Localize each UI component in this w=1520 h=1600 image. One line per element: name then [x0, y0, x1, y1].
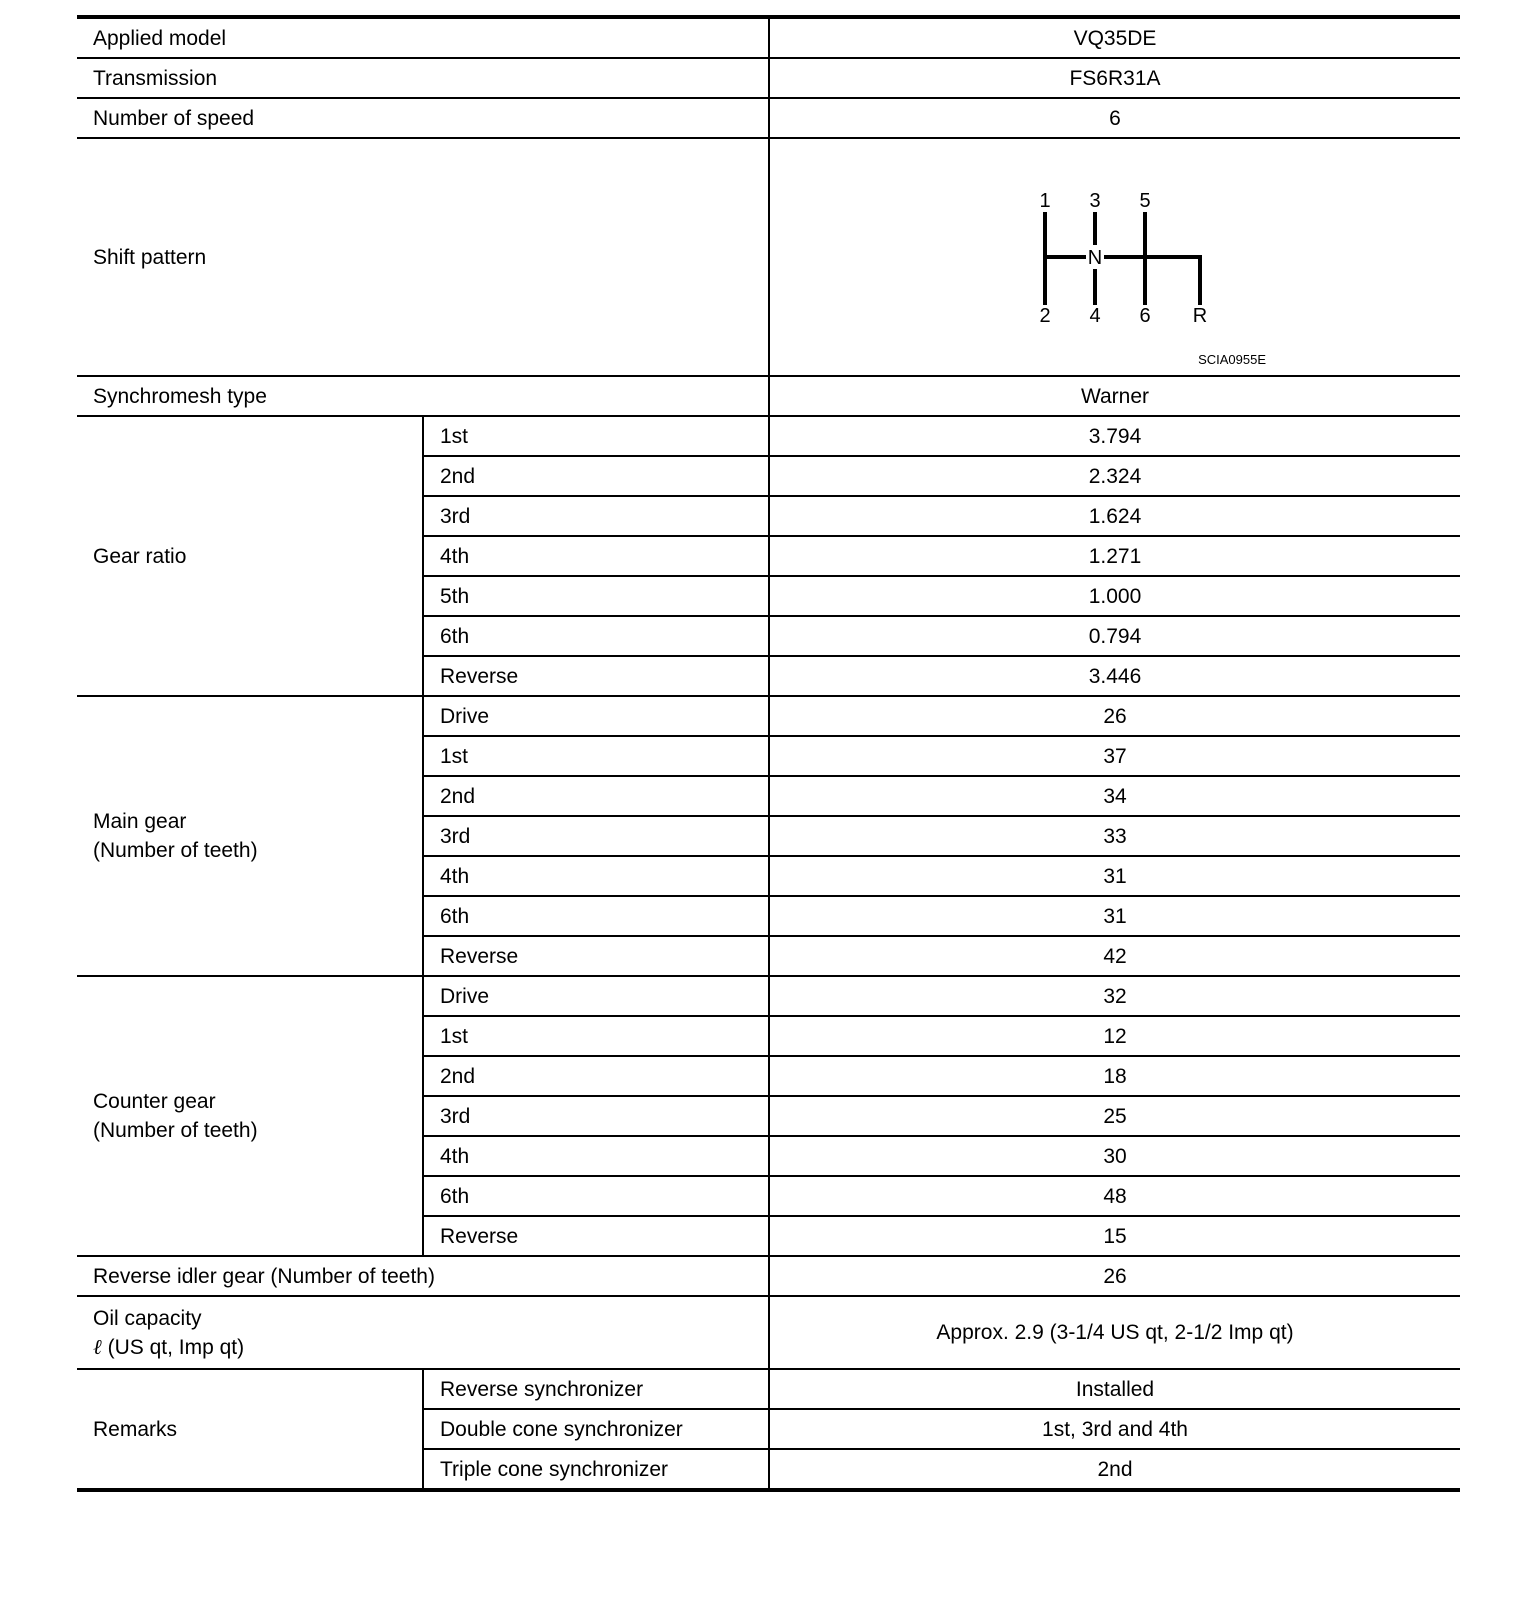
- shift-label-2: 2: [1039, 305, 1051, 327]
- number-of-speed-value: 6: [769, 98, 1460, 138]
- counter-gear-value: 15: [769, 1216, 1460, 1256]
- main-gear-value: 33: [769, 816, 1460, 856]
- applied-model-value: VQ35DE: [769, 17, 1460, 58]
- reverse-idler-label: Reverse idler gear (Number of teeth): [77, 1256, 769, 1296]
- row-transmission: [77, 58, 1460, 98]
- counter-gear-value: 32: [769, 976, 1460, 1016]
- counter-gear-row: [77, 976, 1460, 1016]
- counter-gear-label: [77, 976, 423, 1256]
- shift-gate-lines: [1045, 212, 1202, 305]
- main-gear-row: [77, 696, 1460, 736]
- shift-pattern-cell: [769, 138, 1460, 376]
- main-gear-gear: 1st: [423, 736, 769, 776]
- main-gear-value: 37: [769, 736, 1460, 776]
- shift-label-6: 6: [1139, 305, 1151, 327]
- main-gear-label: [77, 696, 423, 976]
- main-gear-value: 31: [769, 856, 1460, 896]
- oil-capacity-unit-text: (US qt, Imp qt): [101, 1335, 245, 1359]
- gear-ratio-value: 3.446: [769, 656, 1460, 696]
- remarks-item: Triple cone synchronizer: [423, 1449, 769, 1490]
- remarks-item: Reverse synchronizer: [423, 1369, 769, 1409]
- counter-gear-gear: 1st: [423, 1016, 769, 1056]
- liter-symbol: ℓ: [93, 1334, 102, 1359]
- main-gear-gear: 4th: [423, 856, 769, 896]
- counter-gear-gear: 4th: [423, 1136, 769, 1176]
- oil-capacity-label: [77, 1296, 769, 1369]
- gear-ratio-gear: 3rd: [423, 496, 769, 536]
- counter-gear-value: 25: [769, 1096, 1460, 1136]
- counter-gear-gear: 3rd: [423, 1096, 769, 1136]
- gear-ratio-label: Gear ratio: [77, 416, 423, 696]
- gear-ratio-gear: 1st: [423, 416, 769, 456]
- gear-ratio-gear: 4th: [423, 536, 769, 576]
- counter-gear-label-line2: (Number of teeth): [93, 1119, 258, 1142]
- counter-gear-value: 18: [769, 1056, 1460, 1096]
- oil-capacity-label-line1: Oil capacity: [93, 1306, 202, 1330]
- counter-gear-gear: 6th: [423, 1176, 769, 1216]
- applied-model-label: Applied model: [77, 17, 769, 58]
- row-reverse-idler-gear: [77, 1256, 1460, 1296]
- shift-pattern-label: Shift pattern: [77, 138, 769, 376]
- synchromesh-type-value: Warner: [769, 376, 1460, 416]
- gear-ratio-value: 1.624: [769, 496, 1460, 536]
- shift-label-3: 3: [1089, 190, 1101, 212]
- counter-gear-label-line1: Counter gear: [93, 1090, 216, 1113]
- remarks-item: Double cone synchronizer: [423, 1409, 769, 1449]
- row-oil-capacity: [77, 1296, 1460, 1369]
- gear-ratio-row: [77, 416, 1460, 456]
- main-gear-gear: 6th: [423, 896, 769, 936]
- remarks-value: 2nd: [769, 1449, 1460, 1490]
- remarks-value: Installed: [769, 1369, 1460, 1409]
- main-gear-label-line1: Main gear: [93, 810, 187, 833]
- transmission-value: FS6R31A: [769, 58, 1460, 98]
- number-of-speed-label: Number of speed: [77, 98, 769, 138]
- row-synchromesh-type: [77, 376, 1460, 416]
- remarks-value: 1st, 3rd and 4th: [769, 1409, 1460, 1449]
- remarks-label: Remarks: [77, 1369, 423, 1490]
- gear-ratio-value: 1.271: [769, 536, 1460, 576]
- synchromesh-type-label: Synchromesh type: [77, 376, 769, 416]
- remarks-row: [77, 1369, 1460, 1409]
- main-gear-label-line2: (Number of teeth): [93, 839, 258, 862]
- shift-label-neutral: N: [1087, 247, 1103, 269]
- oil-capacity-unit: [93, 1333, 768, 1362]
- row-number-of-speed: [77, 98, 1460, 138]
- main-gear-value: 26: [769, 696, 1460, 736]
- main-gear-gear: 3rd: [423, 816, 769, 856]
- counter-gear-value: 48: [769, 1176, 1460, 1216]
- shift-pattern-svg: [770, 139, 1460, 375]
- gear-ratio-gear: 2nd: [423, 456, 769, 496]
- main-gear-value: 31: [769, 896, 1460, 936]
- counter-gear-value: 12: [769, 1016, 1460, 1056]
- transmission-label: Transmission: [77, 58, 769, 98]
- main-gear-gear: Drive: [423, 696, 769, 736]
- main-gear-value: 42: [769, 936, 1460, 976]
- counter-gear-value: 30: [769, 1136, 1460, 1176]
- main-gear-gear: Reverse: [423, 936, 769, 976]
- gear-ratio-gear: 6th: [423, 616, 769, 656]
- shift-label-4: 4: [1089, 305, 1101, 327]
- shift-label-5: 5: [1139, 190, 1151, 212]
- reverse-idler-value: 26: [769, 1256, 1460, 1296]
- figure-code: SCIA0955E: [1198, 352, 1266, 367]
- counter-gear-gear: Drive: [423, 976, 769, 1016]
- gear-ratio-value: 0.794: [769, 616, 1460, 656]
- main-gear-gear: 2nd: [423, 776, 769, 816]
- shift-label-1: 1: [1039, 190, 1051, 212]
- gear-ratio-gear: 5th: [423, 576, 769, 616]
- transmission-spec-table: [77, 15, 1460, 1492]
- counter-gear-gear: 2nd: [423, 1056, 769, 1096]
- row-applied-model: [77, 17, 1460, 58]
- main-gear-value: 34: [769, 776, 1460, 816]
- gear-ratio-value: 2.324: [769, 456, 1460, 496]
- shift-label-reverse: R: [1192, 305, 1208, 327]
- counter-gear-gear: Reverse: [423, 1216, 769, 1256]
- oil-capacity-value: Approx. 2.9 (3-1/4 US qt, 2-1/2 Imp qt): [769, 1296, 1460, 1369]
- row-shift-pattern: [77, 138, 1460, 376]
- gear-ratio-value: 3.794: [769, 416, 1460, 456]
- gear-ratio-value: 1.000: [769, 576, 1460, 616]
- shift-pattern-diagram: [770, 139, 1460, 375]
- gear-ratio-gear: Reverse: [423, 656, 769, 696]
